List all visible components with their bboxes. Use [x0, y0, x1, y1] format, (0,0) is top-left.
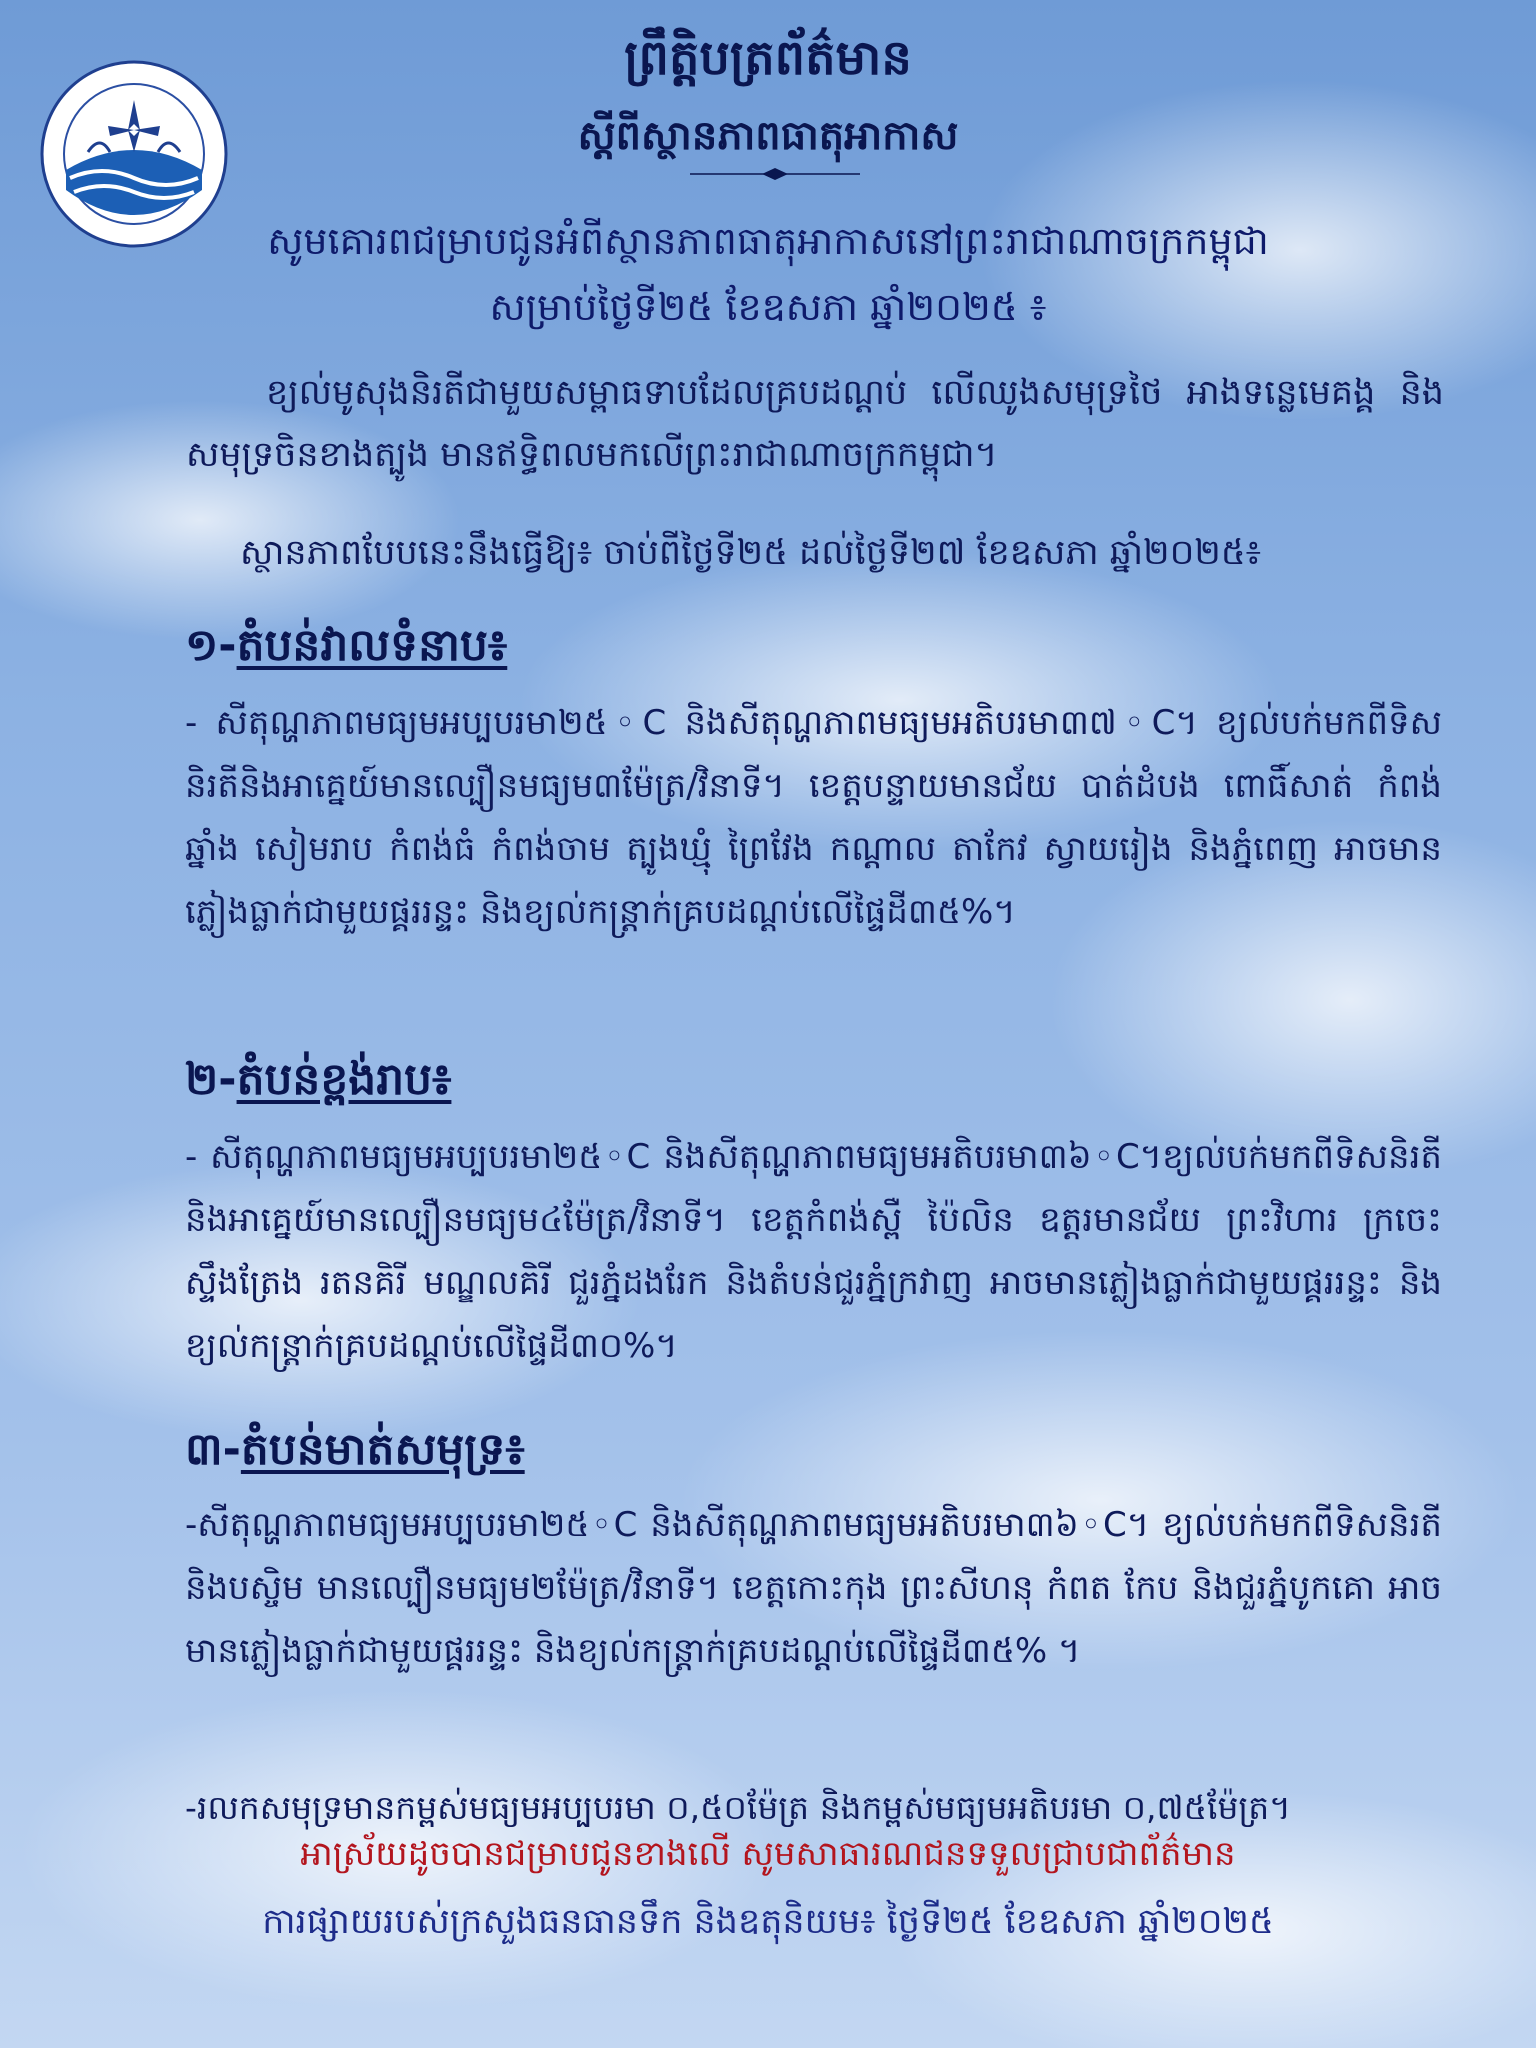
intro [0, 208, 1536, 340]
overview-paragraph: ខ្យល់មូសុងនិរតីជាមួយសម្ពាធទាបដែលគ្របដណ្ដប់ លើឈូងសមុទ្រថៃ អាងទន្លេមេគង្គ និងសមុទ្រចិនខាងត្បូង មានឥទ្ធិពលមកលើព្រះរាជាណាចក្រកម្ពុជា។ [186, 373, 1444, 475]
duration-paragraph: ស្ថានភាពបែបនេះនឹងធ្វើឱ្យ៖ ចាប់ពីថ្ងៃទី២៥ ដល់ថ្ងៃទី២៧ ខែឧសភា ឆ្នាំ២០២៥៖ [240, 533, 1262, 573]
section-3-title: តំបន់មាត់សមុទ្រ៖ [240, 1424, 525, 1475]
publisher-line: ការផ្សាយរបស់ក្រសួងធនធានទឹក និងឧតុនិយម៖ ថ្ងៃទី២៥ ខែឧសភា ឆ្នាំ២០២៥ [262, 1902, 1274, 1942]
section-2-heading [185, 1052, 451, 1116]
section-2-title: តំបន់ខ្ពង់រាប៖ [236, 1054, 452, 1105]
section-3-number: ៣- [185, 1424, 241, 1475]
page-subtitle: ស្ដីពីស្ថានភាពធាតុអាកាស [577, 113, 959, 159]
section-3-body: -សីតុណ្ហភាពមធ្យមអប្បបរមា២៥◦C និងសីតុណ្ហភាពមធ្យមអតិបរមា៣៦◦C។ ខ្យល់បក់មកពីទិសនិរតីនិងបស្ចិម មានល្បឿនមធ្យម២ម៉ែត្រ/វិនាទី។ ខេត្តកោះកុង ព្រះសីហនុ កំពត កែប និងជួរភ្នំបូកគោ អាចមានភ្លៀងធ្លាក់ជាមួយផ្គររន្ទះ និងខ្យល់កន្ត្រាក់គ្របដណ្ដប់លើផ្ទៃដី៣៥% ។ [185, 1505, 1442, 1671]
intro-line-2: សម្រាប់ថ្ងៃទី២៥ ខែឧសភា ឆ្នាំ២០២៥ ៖ [489, 285, 1047, 329]
section-1-heading [185, 618, 507, 682]
section-3-heading [185, 1422, 525, 1486]
section-1-number: ១- [185, 620, 237, 671]
sea-wave-note: -រលកសមុទ្រមានកម្ពស់មធ្យមអប្បបរមា ០,៥០ម៉ែត្រ និងកម្ពស់មធ្យមអតិបរមា ០,៧៥ម៉ែត្រ។ [185, 1788, 1291, 1827]
intro-line-1: សូមគោរពជម្រាបជូនអំពីស្ថានភាពធាតុអាកាសនៅព្រះរាជាណាចក្រកម្ពុជា [267, 219, 1269, 263]
closing-notice: អាស្រ័យដូចបានជម្រាបជូនខាងលើ សូមសាធារណជនទទួលជ្រាបជាព័ត៌មាន [300, 1834, 1236, 1874]
section-1-body: - សីតុណ្ហភាពមធ្យមអប្បបរមា២៥◦C និងសីតុណ្ហភាពមធ្យមអតិបរមា៣៧◦C។ ខ្យល់បក់មកពីទិសនិរតីនិងអាគ្នេយ៍មានល្បឿនមធ្យម៣ម៉ែត្រ/វិនាទី។ ខេត្តបន្ទាយមានជ័យ បាត់ដំបង ពោធិ៍សាត់ កំពង់ឆ្នាំង សៀមរាប កំពង់ធំ កំពង់ចាម ត្បូងឃ្មុំ ព្រៃវែង កណ្ដាល តាកែវ ស្វាយរៀង និងភ្នំពេញ អាចមានភ្លៀងធ្លាក់ជាមួយផ្គររន្ទះ និងខ្យល់កន្ត្រាក់គ្របដណ្ដប់លើផ្ទៃដី៣៥%។ [185, 703, 1442, 932]
ornament-divider [690, 166, 860, 182]
page-title: ព្រឹត្តិបត្រព័ត៌មាន [624, 30, 912, 86]
section-2-body: - សីតុណ្ហភាពមធ្យមអប្បបរមា២៥◦C និងសីតុណ្ហភាពមធ្យមអតិបរមា៣៦◦C។ខ្យល់បក់មកពីទិសនិរតីនិងអាគ្នេយ៍មានល្បឿនមធ្យម៤ម៉ែត្រ/វិនាទី។ ខេត្តកំពង់ស្ពឺ ប៉ៃលិន ឧត្តរមានជ័យ ព្រះវិហារ ក្រចេះ ស្ទឹងត្រែង រតនគិរី មណ្ឌលគិរី ជួរភ្នំដងរែក និងតំបន់ជួរភ្នំក្រវាញ អាចមានភ្លៀងធ្លាក់ជាមួយផ្គររន្ទះ និងខ្យល់កន្ត្រាក់គ្របដណ្ដប់លើផ្ទៃដី៣០%។ [185, 1137, 1442, 1366]
section-2-number: ២- [185, 1054, 237, 1105]
section-1-title: តំបន់វាលទំនាប៖ [236, 620, 508, 671]
